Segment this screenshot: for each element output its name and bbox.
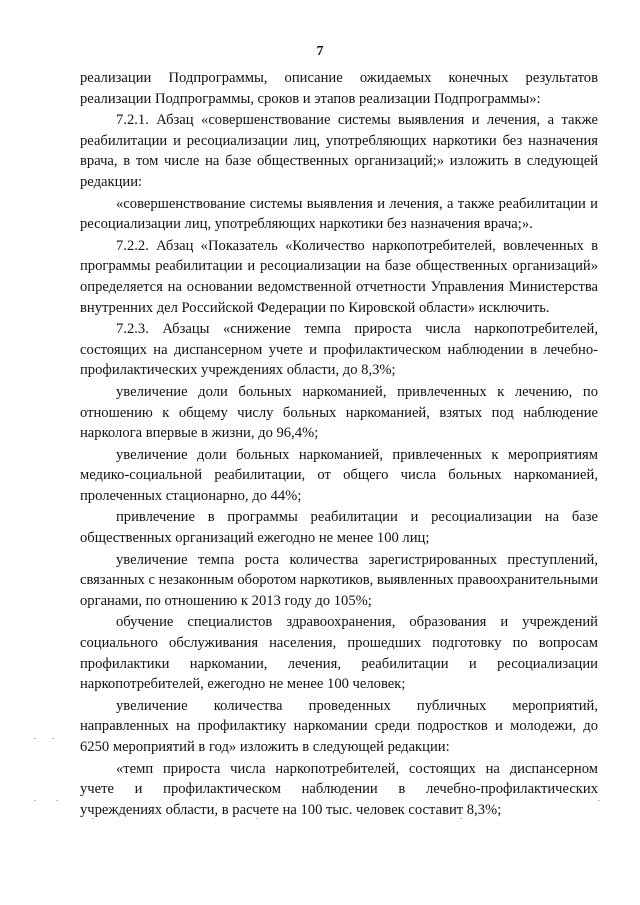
scan-speck [92,818,94,819]
document-body [80,68,598,820]
paragraph-treatment-share: увеличение доли больных наркоманией, привлеченных к лечению, по отношению к общему числу больных наркоманией, взятых под наблюдение нарколога впервые в жизни, до 96,4%; [80,383,598,442]
scan-speck [598,800,600,801]
paragraph-specialist-training: обучение специалистов здравоохранения, образования и учреждений социального обслуживания населения, прошедших подготовку по вопросам профилактики наркомании, лечения, реабилитации и ресоциализации наркопотребителей, ежегодно не менее 100 человек; [80,614,598,693]
paragraph-new-indicator: «темп прироста числа наркопотребителей, состоящих на диспансерном учете и профилактическом наблюдении в лечебно-профилактических учреждениях области, в расчете на 100 тыс. человек составит 8,3%; [80,760,598,818]
paragraph-public-organizations: привлечение в программы реабилитации и ресоциализации на базе общественных организаций ежегодно не менее 100 лиц; [80,509,598,547]
paragraph-rehabilitation-share: увеличение доли больных наркоманией, привлеченных к мероприятиям медико-социальной реабилитации, от общего числа больных наркоманией, пролеченных стационарно, до 44%; [80,446,598,504]
scan-speck [56,800,58,801]
scan-speck [256,818,258,819]
scan-speck [34,800,36,801]
paragraph-7-2-1-new-text: «совершенствование системы выявления и лечения, а также реабилитации и ресоциализации лиц, употребляющих наркотики без назначения врача;». [80,195,598,233]
paragraph-7-2-1: 7.2.1. Абзац «совершенствование системы выявления и лечения, а также реабилитации и ресоциализации лиц, употребляющих наркотики без назначения врача, в том числе на базе общественных организаций;» изложить в следующей редакции: [80,112,598,190]
paragraph-7-2-3: 7.2.3. Абзацы «снижение темпа прироста числа наркопотребителей, состоящих на диспансерном учете и профилактическом наблюдении в лечебно-профилактических учреждениях области, до 8,3%; [80,321,598,379]
paragraph-public-events: увеличение количества проведенных публичных мероприятий, направленных на профилактику наркомании среди подростков и молодежи, до 6250 мероприятий в год» изложить в следующей редакции: [80,697,598,755]
paragraph-crimes-growth: увеличение темпа роста количества зарегистрированных преступлений, связанных с незаконным оборотом наркотиков, выявленных правоохранительными органами, по отношению к 2013 году до 105%; [80,551,598,609]
paragraph-7-2-2: 7.2.2. Абзац «Показатель «Количество наркопотребителей, вовлеченных в программы реабилитации и ресоциализации на базе общественных организаций» определяется на основании ведомственной отчетности Управления Министерства внутренних дел Российской Федерации по Кировской области» исключить. [80,237,598,316]
page-number: 7 [316,44,324,59]
scan-speck [52,738,54,739]
scan-speck [34,738,36,739]
paragraph-intro-continuation: реализации Подпрограммы, описание ожидаемых конечных результатов реализации Подпрограммы, сроков и этапов реализации Подпрограммы»: [80,70,598,107]
scan-speck [460,818,462,819]
